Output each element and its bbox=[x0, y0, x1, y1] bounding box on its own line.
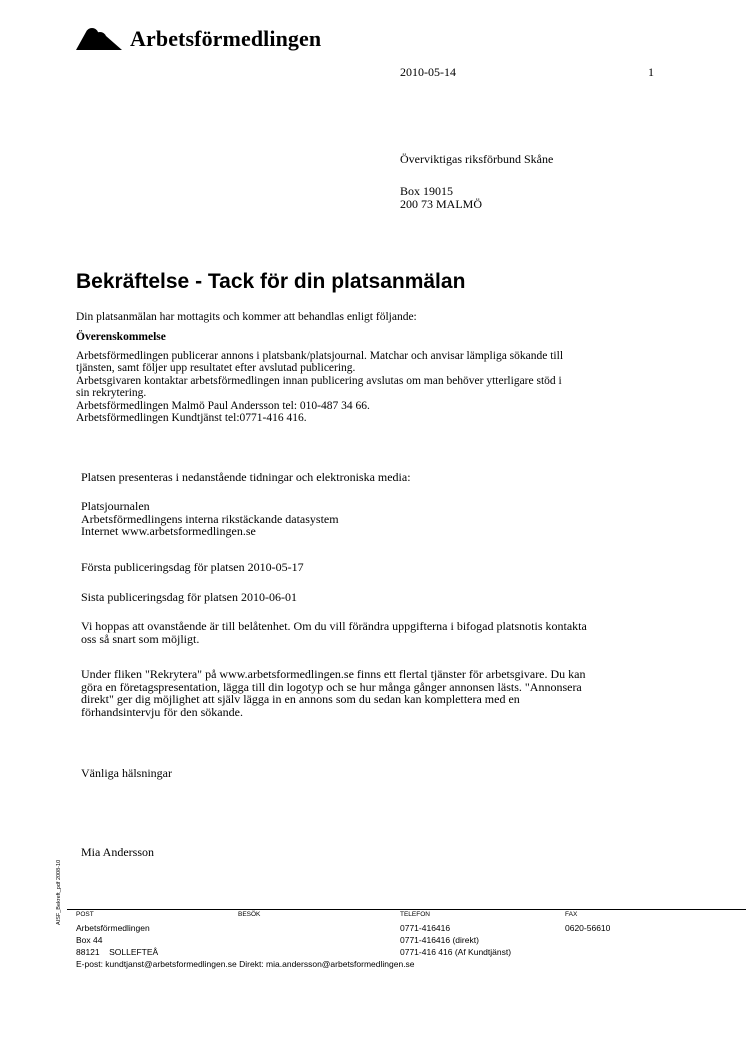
recipient-name: Överviktigas riksförbund Skåne bbox=[400, 152, 554, 166]
media-item: Arbetsförmedlingens interna rikstäckande datasystem bbox=[81, 511, 339, 526]
agreement-line: sin rekrytering. bbox=[76, 387, 147, 400]
agreement-heading: Överenskommelse bbox=[76, 331, 166, 343]
hope-line: oss så snart som möjligt. bbox=[81, 631, 200, 646]
footer-phone-line: 0771-416416 bbox=[400, 923, 451, 933]
intro-text: Din platsanmälan har mottagits och kommer att behandlas enligt följande: bbox=[76, 311, 417, 323]
arbetsformedlingen-mark-icon bbox=[76, 28, 122, 50]
first-publish-date: Första publiceringsdag för platsen 2010-05-17 bbox=[81, 560, 304, 574]
media-item: Internet www.arbetsformedlingen.se bbox=[81, 524, 256, 539]
agreement-line: Arbetsförmedlingen publicerar annons i platsbank/platsjournal. Matchar och anvisar lämpliga sökande till bbox=[76, 350, 564, 362]
footer-phone-line: 0771-416416 (direkt) bbox=[400, 935, 479, 945]
logo bbox=[76, 24, 321, 54]
footer-divider bbox=[67, 909, 746, 910]
recruit-line: direkt" ger dig möjlighet att själv lägga in en annons som du sedan kan komplettera med en bbox=[81, 692, 520, 707]
logo-text: Arbetsförmedlingen bbox=[130, 26, 322, 51]
recruit-line: förhandsintervju för den sökande. bbox=[81, 704, 243, 719]
greeting: Vänliga hälsningar bbox=[81, 766, 172, 780]
recruit-line: Under fliken "Rekrytera" på www.arbetsformedlingen.se finns ett flertal tjänster för arbetsgivare. Du kan bbox=[81, 667, 586, 681]
footer-post-line: Arbetsförmedlingen bbox=[76, 923, 150, 933]
recipient-postal: 200 73 MALMÖ bbox=[400, 197, 483, 211]
agreement-line: Arbetsgivaren kontaktar arbetsförmedlingen innan publicering avslutas om man behöver ytterligare stöd i bbox=[76, 374, 562, 387]
recruit-paragraph bbox=[81, 668, 681, 718]
agreement-line: tjänsten, samt följer upp resultatet efter avslutad publicering. bbox=[76, 362, 356, 375]
footer-email: E-post: kundtjanst@arbetsformedlingen.se Direkt: mia.andersson@arbetsformedlingen.se bbox=[76, 959, 415, 969]
footer-post-line: Box 44 bbox=[76, 935, 103, 945]
last-publish-date: Sista publiceringsdag för platsen 2010-06-01 bbox=[81, 590, 297, 604]
recipient-box: Box 19015 bbox=[400, 184, 454, 198]
media-item: Platsjournalen bbox=[81, 499, 150, 513]
footer-post-line: 88121 SOLLEFTEÅ bbox=[76, 947, 159, 957]
footer-label-fax: FAX bbox=[565, 911, 578, 918]
footer-post-address bbox=[76, 922, 158, 958]
footer-fax: 0620-56610 bbox=[565, 923, 611, 933]
page-number: 1 bbox=[648, 65, 654, 79]
agreement-line: Arbetsförmedlingen Malmö Paul Andersson tel: 010-487 34 66. bbox=[76, 399, 370, 412]
footer-label-besok: BESÖK bbox=[238, 911, 261, 918]
agreement-line: Arbetsförmedlingen Kundtjänst tel:0771-416 416. bbox=[76, 412, 307, 425]
signature-name: Mia Andersson bbox=[81, 845, 154, 859]
page-title: Bekräftelse - Tack för din platsanmälan bbox=[76, 270, 466, 293]
hope-line: Vi hoppas att ovanstående är till belåtenhet. Om du vill förändra uppgifterna i bifogad platsnotis kontakta bbox=[81, 619, 587, 633]
letter-date: 2010-05-14 bbox=[400, 65, 456, 79]
footer-label-telefon: TELEFON bbox=[400, 911, 430, 918]
agreement-block bbox=[76, 350, 676, 424]
form-id: AISF_Bekreft_pdf 2008-10 bbox=[56, 859, 62, 925]
media-list bbox=[81, 500, 681, 538]
footer-label-post: POST bbox=[76, 911, 94, 918]
recruit-line: göra en företagspresentation, lägga till din logotyp och se hur många gånger annonsen lästs. "Annonsera bbox=[81, 679, 582, 694]
footer-phone-line: 0771-416 416 (Af Kundtjänst) bbox=[400, 947, 512, 957]
media-intro: Platsen presenteras i nedanstående tidningar och elektroniska media: bbox=[81, 470, 411, 484]
footer-telefon bbox=[400, 922, 511, 958]
hope-paragraph bbox=[81, 620, 681, 645]
